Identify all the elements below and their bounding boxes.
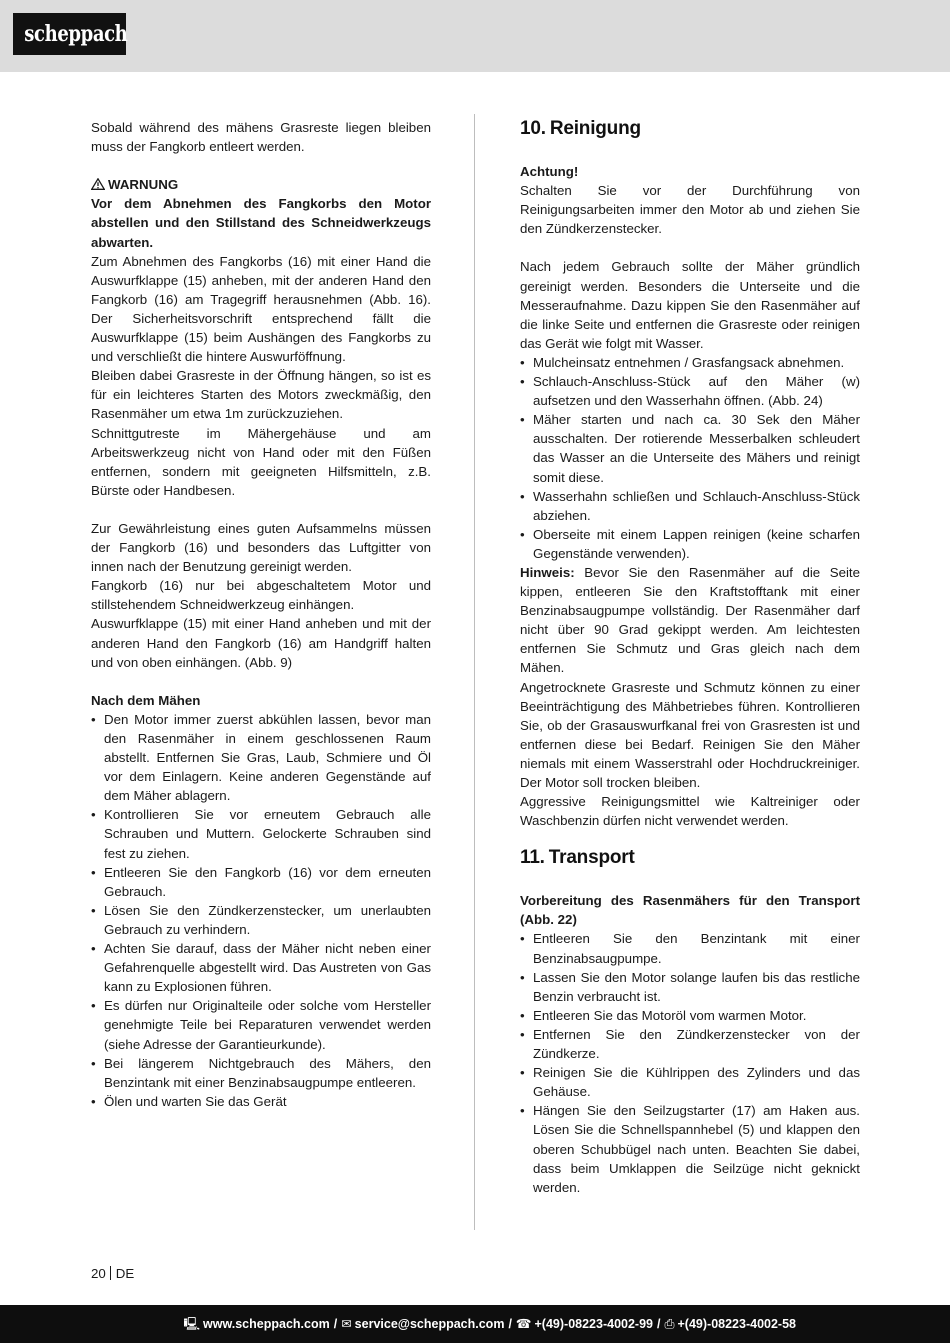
- catcher-attach-paragraph: Fangkorb (16) nur bei abgeschaltetem Motor und stillstehendem Schneidwerkzeug einhängen.: [91, 578, 431, 613]
- email-icon: ✉: [341, 1317, 352, 1331]
- list-item: • Entleeren Sie den Fangkorb (16) vor dem erneuten Gebrauch.: [91, 863, 431, 901]
- list-item: • Den Motor immer zuerst abkühlen lassen, bevor man den Rasenmäher in einem geschlossenen Raum abstellt. Entfernen Sie Gras, Laub, Schmiere und Öl vor dem Einlagern. Keine anderen Gegenstände auf dem Mäher ablagern.: [91, 710, 431, 805]
- footer-website[interactable]: www.scheppach.com: [203, 1317, 330, 1331]
- list-item: • Lassen Sie den Motor solange laufen bis das restliche Benzin verbraucht ist.: [520, 968, 860, 1006]
- warning-heading: [91, 175, 431, 194]
- cleaning-number: 10.: [520, 118, 546, 139]
- list-item: • Oberseite mit einem Lappen reinigen (keine scharfen Gegenstände verwenden).: [520, 525, 860, 563]
- list-item: • Mulcheinsatz entnehmen / Grasfangsack abnehmen.: [520, 353, 860, 372]
- clippings-paragraph: Schnittgutreste im Mähergehäuse und am Arbeitswerkzeug nicht von Hand oder mit den Füßen entfernen, sondern mit geeigneten Hilfsmitteln, z.B. Bürste oder Handbesen.: [91, 425, 431, 498]
- flap-paragraph: Auswurfklappe (15) mit einer Hand anheben und mit der anderen Hand den Fangkorb (16) am Handgriff halten und von oben einhängen. (Abb. 9): [91, 616, 431, 670]
- warning-text: Vor dem Abnehmen des Fangkorbs den Motor abstellen und den Stillstand des Schneidwerkzeugs abwarten.: [91, 196, 431, 250]
- cleaning-title: Reinigung: [549, 118, 641, 139]
- phone-icon: ☎: [515, 1317, 532, 1331]
- remove-catcher-paragraph: Zum Abnehmen des Fangkorbs (16) mit einer Hand die Auswurfklappe (15) anheben, mit der anderen Hand den Fangkorb (16) am Tragegriff herausnehmen (Abb. 16). Der Sicherheitsvorschrift entsprechend fällt die Auswurfklappe (15) beim Aushängen des Fangkorbs zu und verschließt die hintere Auswurföffnung.: [91, 253, 431, 365]
- cleaning-list: [520, 353, 860, 563]
- list-item: • Bei längerem Nichtgebrauch des Mähers, den Benzintank mit einer Benzinabsaugpumpe entleeren.: [91, 1054, 431, 1092]
- list-item: • Es dürfen nur Originalteile oder solche vom Hersteller genehmigte Teile bei Reparaturen verwendet werden (siehe Adresse der Garantieurkunde).: [91, 996, 431, 1053]
- scheppach-logo: [13, 13, 126, 55]
- transport-subheading: Vorbereitung des Rasenmähers für den Transport (Abb. 22): [520, 893, 860, 928]
- transport-list: [520, 929, 860, 1196]
- list-item: • Achten Sie darauf, dass der Mäher nicht neben einer Gefahrenquelle abgestellt wird. Das Austreten von Gas kann zu Explosionen führen.: [91, 939, 431, 996]
- list-item: • Reinigen Sie die Kühlrippen des Zylinders und das Gehäuse.: [520, 1063, 860, 1101]
- page-indicator: [91, 1265, 134, 1283]
- transport-title: Transport: [548, 847, 635, 869]
- warning-title: WARNUNG: [108, 177, 179, 193]
- warning-triangle-icon: [91, 178, 105, 190]
- list-item: • Wasserhahn schließen und Schlauch-Anschluss-Stück abziehen.: [520, 487, 860, 525]
- note-paragraph: [520, 563, 860, 678]
- transport-number: 11.: [520, 847, 545, 869]
- grass-residue-paragraph: Bleiben dabei Grasreste in der Öffnung hängen, so ist es für ein leichteres Starten des Motors zweckmäßig, den Rasenmäher um etwa 1m zurückzuziehen.: [91, 368, 431, 422]
- intro-paragraph: Sobald während des mähens Grasreste liegen bleiben muss der Fangkorb entleert werden.: [91, 120, 431, 155]
- list-item: • Entfernen Sie den Zündkerzenstecker von der Zündkerze.: [520, 1025, 860, 1063]
- list-item: • Entleeren Sie den Benzintank mit einer Benzinabsaugpumpe.: [520, 929, 860, 967]
- footer-separator: /: [657, 1317, 661, 1331]
- aggressive-cleaner-paragraph: Aggressive Reinigungsmittel wie Kaltreiniger oder Waschbenzin dürfen nicht verwendet werden.: [520, 794, 860, 829]
- list-item: • Kontrollieren Sie vor erneutem Gebrauch alle Schrauben und Muttern. Gelockerte Schrauben sind fest zu ziehen.: [91, 805, 431, 862]
- fax-icon: ⎙: [664, 1317, 675, 1331]
- after-mowing-list: [91, 710, 431, 1111]
- footer-fax: +(49)-08223-4002-58: [677, 1317, 796, 1331]
- cleaning-intro: Nach jedem Gebrauch sollte der Mäher gründlich gereinigt werden. Besonders die Unterseite und die Messeraufnahme. Dazu kippen Sie den Rasenmäher auf die linke Seite und entfernen die Grasreste oder reinigen das Gerät wie folgt mit Wasser.: [520, 259, 860, 351]
- attention-text: Schalten Sie vor der Durchführung von Reinigungsarbeiten immer den Motor ab und ziehen Sie den Zündkerzenstecker.: [520, 183, 860, 237]
- left-column: [91, 118, 431, 1111]
- list-item: • Entleeren Sie das Motoröl vom warmen Motor.: [520, 1006, 860, 1025]
- attention-label: Achtung!: [520, 164, 579, 179]
- column-divider: [474, 114, 475, 1230]
- footer-separator: /: [508, 1317, 512, 1331]
- cleaning-heading: [520, 118, 860, 140]
- note-label: Hinweis:: [520, 564, 575, 580]
- footer-phone: +(49)-08223-4002-99: [534, 1317, 653, 1331]
- catcher-cleaning-paragraph: Zur Gewährleistung eines guten Aufsammelns müssen der Fangkorb (16) und besonders das Luftgitter von innen nach der Benutzung gereinigt werden.: [91, 520, 431, 575]
- footer-email[interactable]: service@scheppach.com: [354, 1317, 505, 1331]
- footer-separator: /: [333, 1317, 338, 1331]
- note-text: Bevor Sie den Rasenmäher auf die Seite kippen, entleeren Sie den Kraftstofftank mit einer Benzinabsaugpumpe vollständig. Der Rasenmäher darf nicht über 90 Grad gekippt werden. Am leichtesten entfernen Sie Schmutz und Gras gleich nach dem Mähen.: [520, 564, 861, 676]
- list-item: • Hängen Sie den Seilzugstarter (17) am Haken aus. Lösen Sie die Schnellspannhebel (5) und klappen den oberen Schubbügel nach unten. Beachten Sie dabei, dass beim Umklappen die Seilzüge nicht geknickt werden.: [520, 1101, 860, 1196]
- computer-icon: 🖳: [183, 1317, 201, 1331]
- list-item: • Ölen und warten Sie das Gerät: [91, 1092, 431, 1111]
- header-band: [0, 0, 950, 72]
- list-item: • Lösen Sie den Zündkerzenstecker, um unerlaubten Gebrauch zu verhindern.: [91, 901, 431, 939]
- dried-residue-paragraph: Angetrocknete Grasreste und Schmutz können zu einer Beeinträchtigung des Mähbetriebes führen. Kontrollieren Sie, ob der Grasauswurfkanal frei von Grasresten ist und entfernen diese bei Bedarf. Reinigen Sie den Mäher niemals mit einem Wasserstrahl oder Hochdruckreiniger. Der Motor soll trocken bleiben.: [520, 679, 860, 790]
- page-language: DE: [115, 1266, 135, 1281]
- page-number: 20: [91, 1266, 106, 1281]
- right-column: [520, 118, 860, 1197]
- list-item: • Mäher starten und nach ca. 30 Sek den Mäher ausschalten. Der rotierende Messerbalken schleudert das Wasser an die Unterseite des Mähers und reinigt somit diese.: [520, 410, 860, 486]
- after-mowing-heading: Nach dem Mähen: [91, 692, 201, 708]
- page-separator: [110, 1266, 111, 1280]
- brand-name: scheppach: [24, 21, 128, 47]
- transport-heading: [520, 847, 860, 869]
- list-item: • Schlauch-Anschluss-Stück auf den Mäher (w) aufsetzen und den Wasserhahn öffnen. (Abb. 24): [520, 372, 860, 410]
- footer-band: [0, 1305, 950, 1343]
